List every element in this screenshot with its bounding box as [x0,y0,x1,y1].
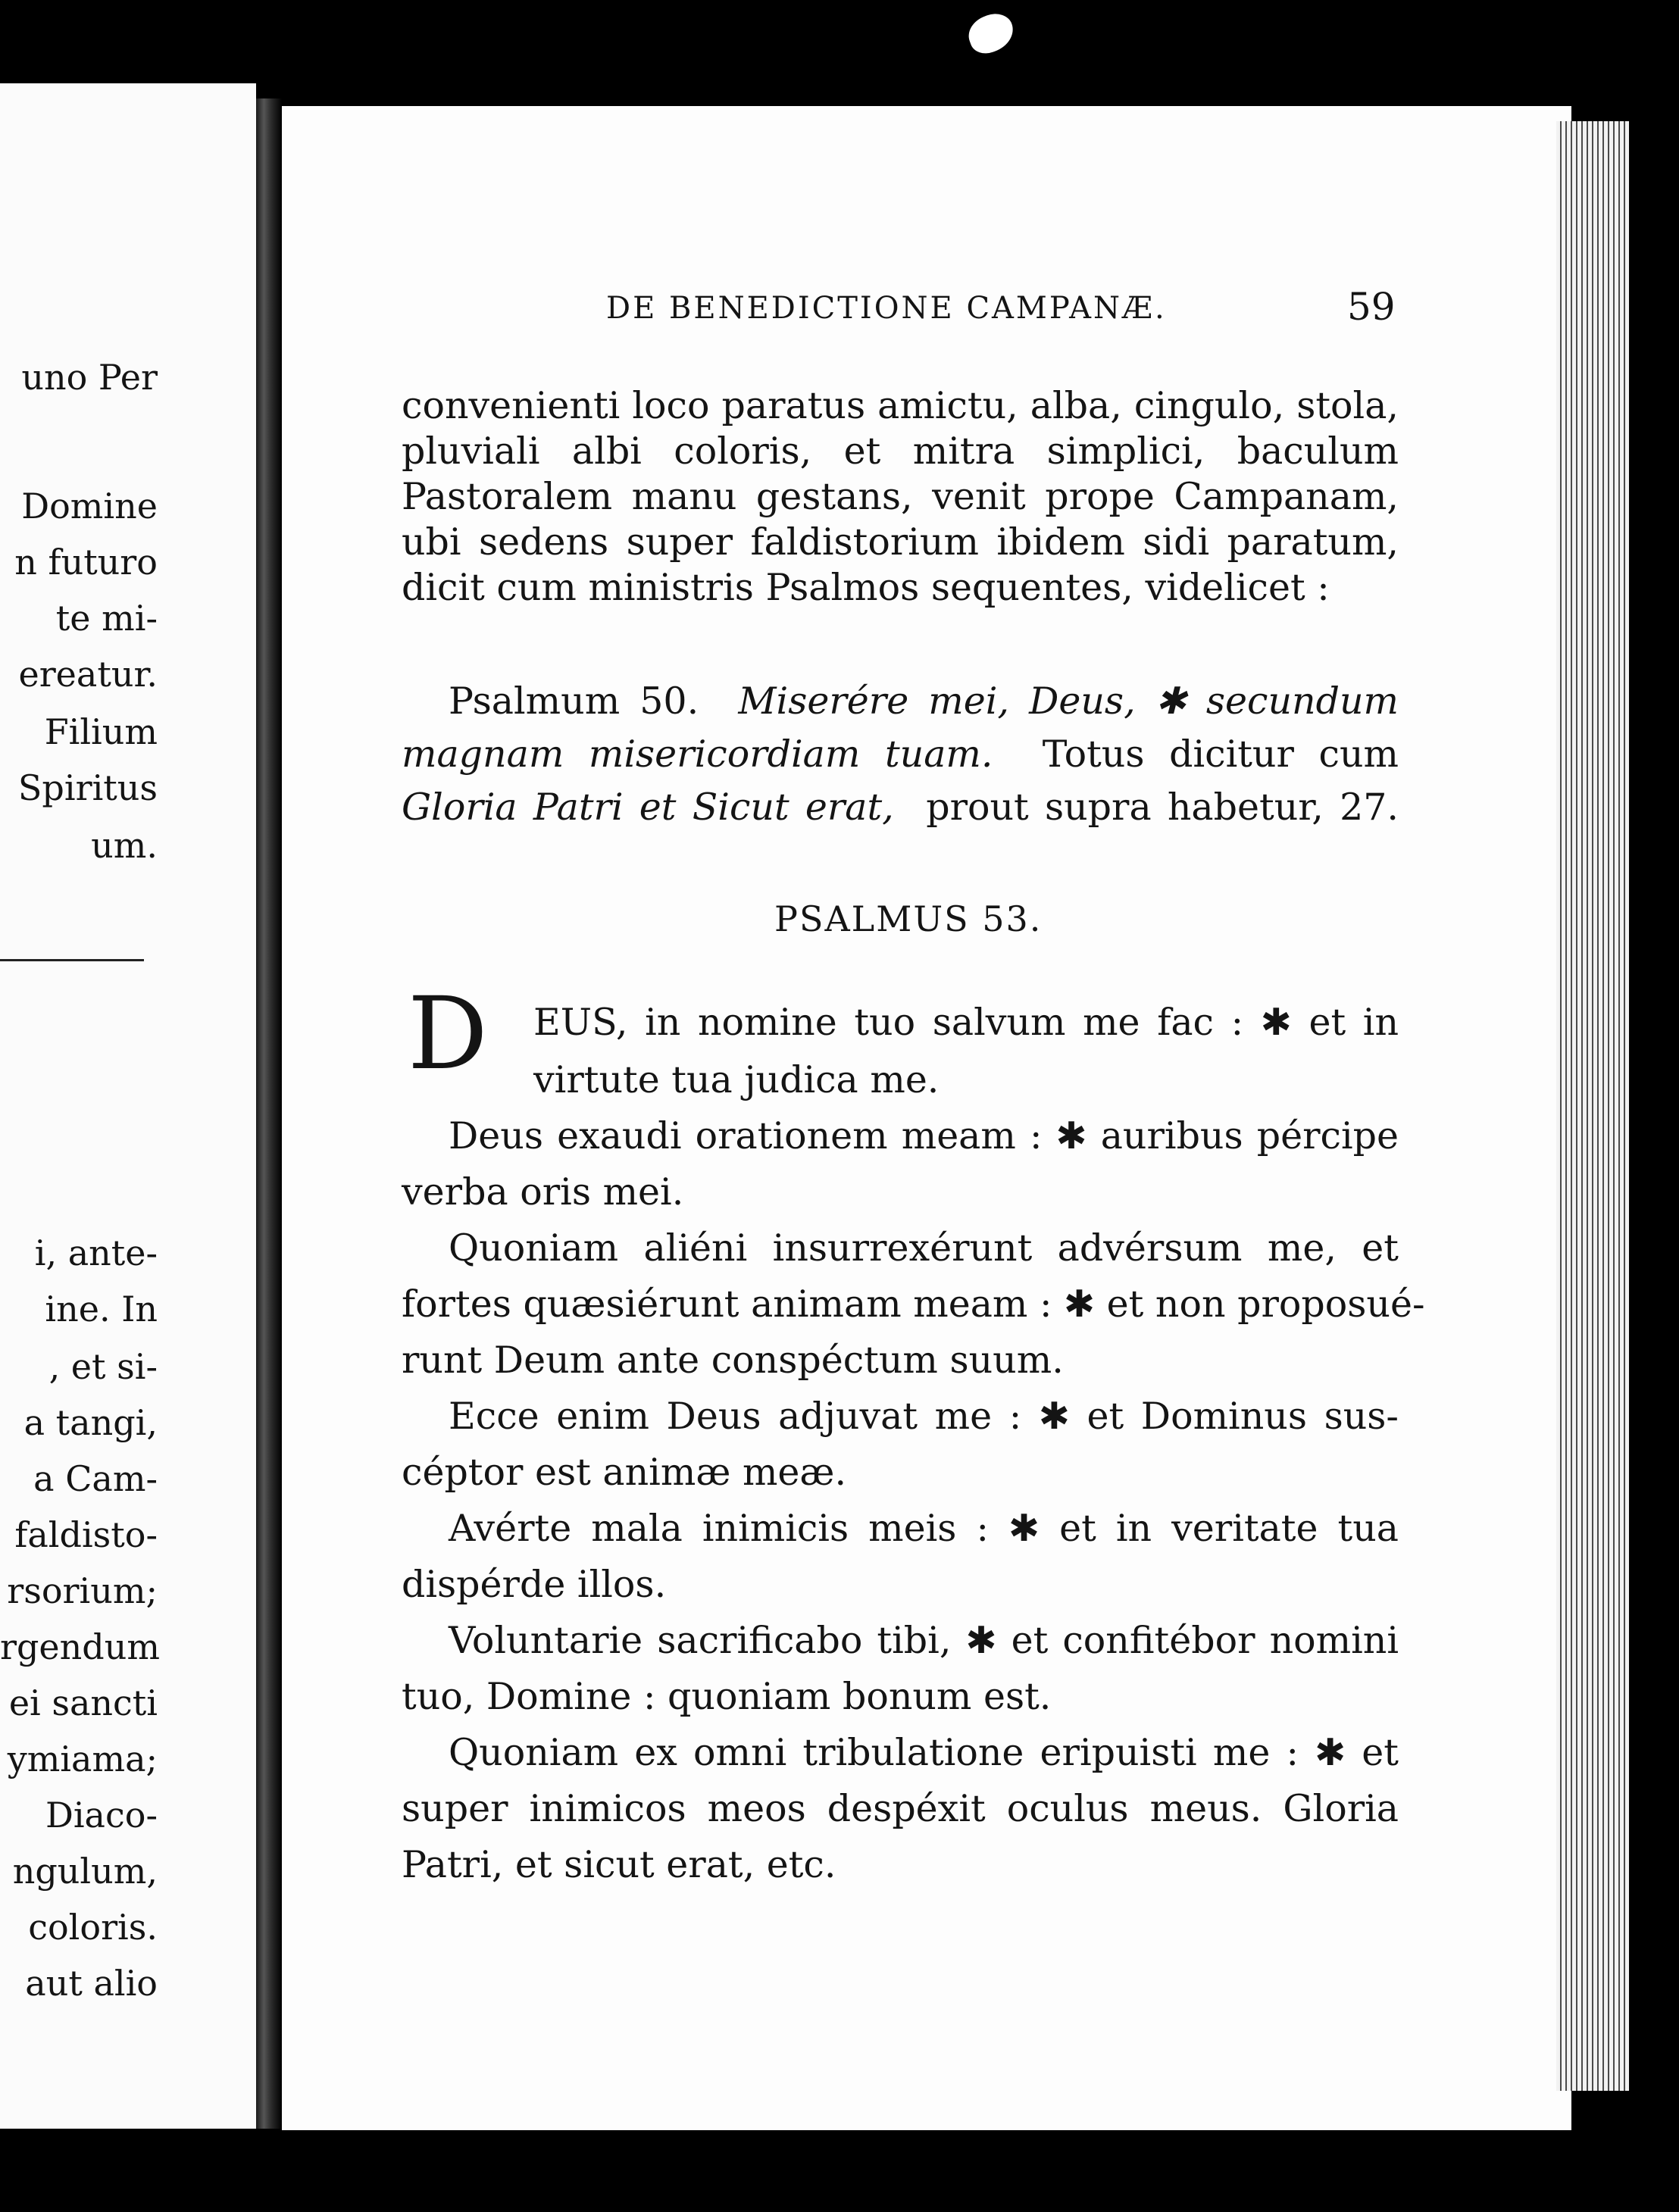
psalm50-rubric: Totus dicitur cum [1042,733,1399,776]
left-page-line: Domine [21,486,158,526]
left-page-line: rsorium; [7,1570,158,1611]
left-page-line: a Cam- [33,1458,158,1499]
left-page-line: ine. In [45,1289,158,1329]
psalm50-line [402,732,1399,777]
left-page-line: faldisto- [14,1514,158,1555]
book-gutter [256,98,282,2129]
rubric-line: pluviali albi coloris, et mitra simplici, baculum [402,430,1399,473]
left-page-line: ymiama; [7,1739,158,1779]
drop-capital: D [408,976,488,1092]
left-page-line: Spiritus [17,767,158,808]
psalm53-heading: PSALMUS 53. [774,898,1043,939]
psalm50-rubric-end: prout supra habetur, 27. [926,786,1399,829]
rubric-line: Pastoralem manu gestans, venit prope Campanam, [402,475,1399,518]
rubric-line: dicit cum ministris Psalmos sequentes, videlicet : [402,566,1330,609]
left-page-line: rgendum [0,1626,160,1667]
verse-line: Quoniam aliéni insurrexérunt advérsum me, et [449,1226,1399,1270]
left-page-line: uno Per [21,357,158,398]
left-page-line: ngulum, [12,1851,158,1892]
scan-border-bottom [0,2121,1679,2212]
psalm50-line [449,679,1399,724]
verse-line: Quoniam ex omni tribulatione eripuisti me : ✱ et [449,1731,1399,1774]
verse-line: Ecce enim Deus adjuvat me : ✱ et Dominus sus- [449,1395,1399,1438]
rubric-line: convenienti loco paratus amictu, alba, cingulo, stola, [402,384,1399,427]
left-page-line: ereatur. [18,654,158,695]
left-page-line: aut alio [25,1963,158,2004]
left-page-line: coloris. [28,1907,158,1948]
verse-line: tuo, Domine : quoniam bonum est. [402,1675,1052,1718]
gloria-reference: Gloria Patri et Sicut erat, [402,786,894,829]
verse-line: céptor est animæ meæ. [402,1451,847,1494]
left-page-line: n futuro [14,542,158,583]
verse-line: runt Deum ante conspéctum suum. [402,1339,1064,1382]
verse-line: Voluntarie sacrificabo tibi, ✱ et confitébor nomini [449,1619,1399,1662]
verse-line: Avérte mala inimicis meis : ✱ et in veritate tua [449,1507,1399,1550]
section-rule [0,959,144,961]
psalm50-incipit: Miserére mei, Deus, ✱ secundum [738,680,1399,723]
left-page-line: um. [91,825,158,866]
verse-line: EUS, in nomine tuo salvum me fac : ✱ et in [533,1001,1399,1044]
psalm50-line [402,785,1399,830]
verse-line: Deus exaudi orationem meam : ✱ auribus pércipe [449,1114,1399,1158]
verse-line: virtute tua judica me. [533,1058,940,1101]
verse-line: Patri, et sicut erat, etc. [402,1843,836,1886]
page-edges-shadow [1629,114,1679,2121]
left-page-fragment [0,83,256,2129]
running-head: DE BENEDICTIONE CAMPANÆ. [606,291,1167,326]
left-page-line: Diaco- [45,1795,158,1836]
left-page-line: , et si- [48,1346,158,1387]
left-page-line: a tangi, [23,1402,158,1443]
psalm50-number: Psalmum 50. [449,680,699,723]
page-number: 59 [1347,285,1396,329]
left-page-line: i, ante- [34,1233,158,1273]
rubric-line: ubi sedens super faldistorium ibidem sidi paratum, [402,520,1399,564]
verse-line: fortes quæsiérunt animam meam : ✱ et non proposué- [402,1283,1425,1326]
verse-line: super inimicos meos despéxit oculus meus. Gloria [402,1787,1399,1830]
left-page-line: te mi- [55,598,158,639]
psalm50-incipit-cont: magnam misericordiam tuam. [402,733,993,776]
left-page-line: Filium [44,711,158,752]
verse-line: verba oris mei. [402,1170,684,1214]
left-page-line: ei sancti [8,1682,158,1723]
verse-line: dispérde illos. [402,1563,667,1606]
